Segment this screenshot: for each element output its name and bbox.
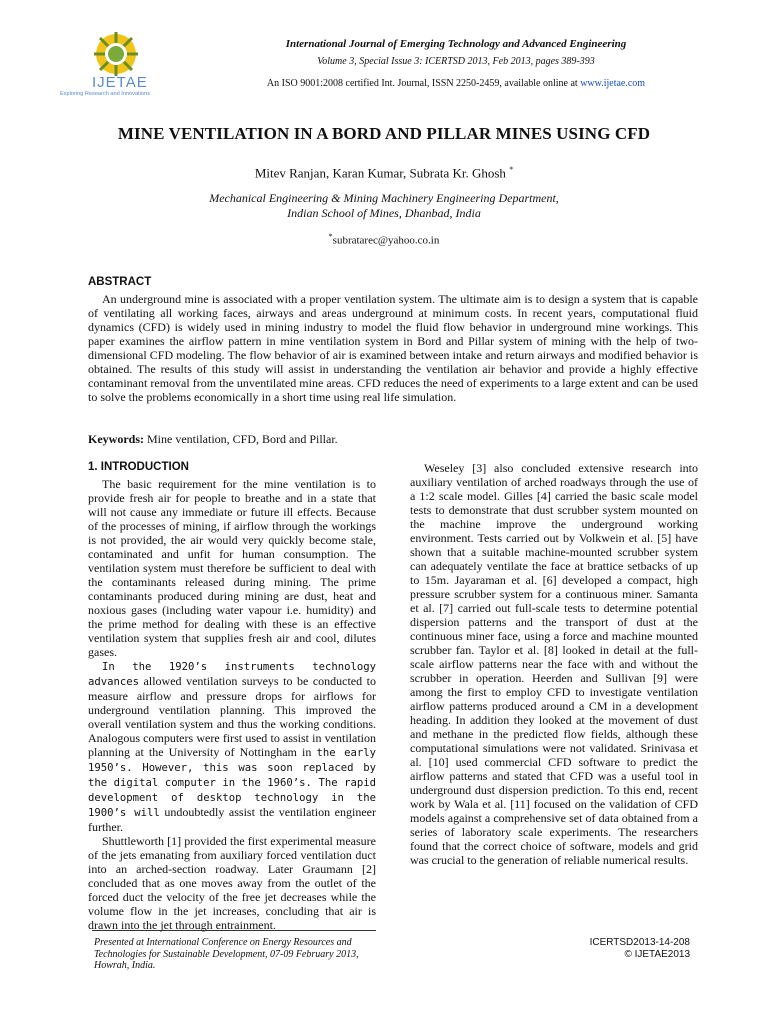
footnote-line-3: Howrah, India. — [94, 960, 156, 971]
corresponding-email — [40, 232, 728, 247]
intro-p2-handwritten-a: In the 1920’s instruments technology advances — [88, 661, 376, 688]
intro-paragraph-4: Weseley [3] also concluded extensive research into auxiliary ventilation of arched roadways through the use of a 1:2 scale model. Gilles [4] carried the basic scale model tests to demonstrate that dust scrubber system mounted on the machine improve the underground working environment. Tests carried out by Volkwein et al. [5] have shown that a suitable machine-mounted scrubber system can adequately ventilate the face at brattice setbacks of up to 15m. Jayaraman et al. [6] developed a compact, high pressure scrubber system for a continuous miner. Samanta et al. [7] carried out full-scale tests to determine potential dispersion patterns and the transport of dust at the continuous miner face, using a force and machine mounted scrubber fan. Taylor et al. [8] looked in detail at the full-scale airflow patterns near the face with and without the scrubber in operation. Heerden and Sullivan [9] were among the first to employ CFD to investigate ventilation airflow patterns produced around a CM in a development heading. In addition they looked at the movement of dust and methane in the predicted flow fields, although these computational simulations were not validated. Srinivasa et al. [10] used commercial CFD software to predict the airflow patterns and stated that CFD was a useful tool in underground dust dispersion prediction. To this end, recent work by Wala et al. [11] focused on the validation of CFD models against a comprehensive set of data obtained from a series of laboratory scale experiments. The researchers found that the correct choice of software, models and grid was crucial to the generation of reliable numerical results. — [410, 461, 698, 867]
conference-footnote — [94, 937, 394, 972]
author-list: Mitev Ranjan, Karan Kumar, Subrata Kr. Ghosh — [254, 165, 506, 181]
affiliation-line-2: Indian School of Mines, Dhanbad, India — [287, 206, 481, 220]
copyright: © IJETAE2013 — [624, 948, 690, 960]
iso-text: An ISO 9001:2008 certified Int. Journal, ISSN 2250-2459, available online at — [266, 78, 581, 89]
author-footnote-mark: * — [509, 165, 514, 174]
keywords-list: Mine ventilation, CFD, Bord and Pillar. — [144, 432, 338, 446]
intro-heading: 1. INTRODUCTION — [88, 461, 189, 473]
right-column — [410, 461, 698, 867]
abstract-text: An underground mine is associated with a proper ventilation system. The ultimate aim is to design a system that is capable of ventilating all working faces, airways and areas underground at minimum costs. In recent years, computational fluid dynamics (CFD) is widely used in mining industry to model the fluid flow behavior in underground mine workings. This paper examines the airflow pattern in mine ventilation system in Bord and Pillar system of mining with the help of two-dimensional CFD modeling. The flow behavior of air is examined between intake and return airways and modified behavior is obtained. The results of this study will assist in understanding the ventilation air behavior and provide a highly effective contaminant removal from the unventilated mine areas. CFD reduces the need of experiments to a large extent and can be used to solve the problems economically in a short time using real life simulation. — [88, 292, 698, 404]
journal-name: International Journal of Emerging Technology and Advanced Engineering — [285, 38, 627, 50]
keywords-label: Keywords: — [88, 432, 144, 446]
footnote-line-1: Presented at International Conference on Energy Resources and — [94, 937, 352, 948]
intro-p2-text-b: allowed ventilation surveys to be conducted to measure airflow and pressure drops for airflows for underground ventilation planning. This improved the overall ventilation system and thus the working conditions. Analogous computers were first used to assist in ventilation planning at the University of Nottingham in — [88, 674, 376, 759]
iso-line — [196, 78, 716, 89]
intro-p2-handwritten-c: the early 1950’s. However, this was soon replaced by the digital computer in the 1960’s. The rapid development of desktop technology in the 1900’s will — [88, 747, 376, 819]
paper-code: ICERTSD2013-14-208 — [589, 937, 690, 948]
logo-sunburst-icon — [94, 32, 138, 76]
intro-p2-text-d: undoubtedly assist the ventilation engineer further. — [88, 805, 376, 834]
volume-info: Volume 3, Special Issue 3: ICERTSD 2013, Feb 2013, pages 389-393 — [317, 56, 595, 67]
logo-text: IJETAE — [92, 74, 148, 91]
email-mark: * — [328, 232, 333, 241]
left-column — [88, 477, 376, 932]
journal-logo — [60, 32, 188, 98]
footnote-line-2: Technologies for Sustainable Development, 07-09 February 2013, — [94, 948, 359, 960]
authors — [40, 165, 728, 181]
intro-paragraph-1: The basic requirement for the mine ventilation is to provide fresh air for people to breathe and in a state that will not cause any immediate or future ill effects. Because of the processes of mining, if airflow through the workings is not provided, the air would very quickly become stale, contaminated and unfit for human consumption. The ventilation system must therefore be sufficient to deal with the contaminants released during mining. The prime contaminants produced during mining are dust, heat and noxious gases (including water vapour i.e. humidity) and the prime method for dealing with these is an effective ventilation system that supplies fresh air and cool, dilutes gases. — [88, 477, 376, 659]
logo-tagline: Exploring Research and Innovations — [60, 91, 150, 97]
paper-title: MINE VENTILATION IN A BORD AND PILLAR MINES USING CFD — [117, 124, 651, 143]
abstract-heading: ABSTRACT — [88, 276, 152, 288]
paper-code-block — [560, 937, 690, 960]
email-address[interactable]: subratarec@yahoo.co.in — [332, 234, 440, 247]
journal-website-link[interactable]: www.ijetae.com — [580, 78, 646, 89]
footnote-divider — [92, 930, 376, 931]
intro-paragraph-2 — [88, 659, 376, 834]
intro-paragraph-3: Shuttleworth [1] provided the first experimental measure of the jets emanating from auxiliary forced ventilation duct into an arched-section roadway. Later Graumann [2] concluded that as one moves away from the outlet of the forced duct the velocity of the free jet decreases while the volume flow in the jet increases, concluding that air is drawn into the jet through entrainment. — [88, 834, 376, 932]
affiliation-line-1: Mechanical Engineering & Mining Machinery Engineering Department, — [209, 191, 559, 205]
keywords — [88, 432, 338, 447]
affiliation — [40, 191, 728, 221]
